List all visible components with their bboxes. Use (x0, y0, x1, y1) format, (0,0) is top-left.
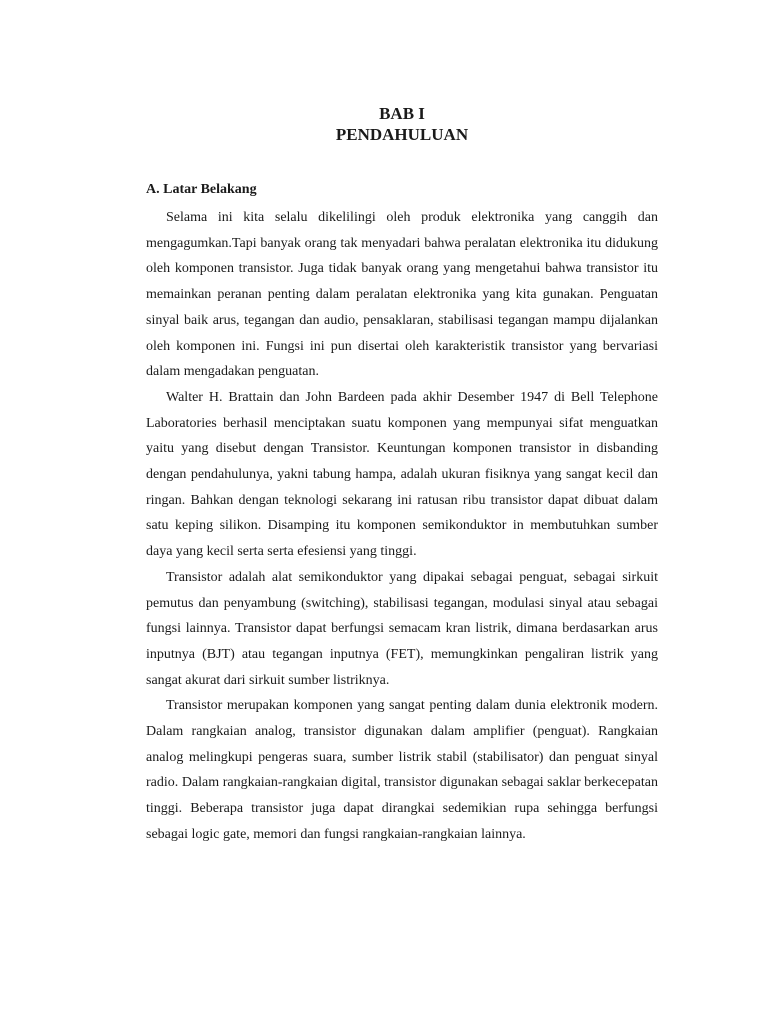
chapter-number: BAB I (379, 104, 425, 123)
paragraph-3: Transistor adalah alat semikonduktor yang dipakai sebagai penguat, sebagai sirkuit pemutus dan penyambung (switching), stabilisasi tegangan, modulasi sinyal atau sebagai fungsi lainnya. Transistor dapat berfungsi semacam kran listrik, dimana berdasarkan arus inputnya (BJT) atau tegangan inputnya (FET), memungkinkan pengaliran listrik yang sangat akurat dari sirkuit sumber listriknya. (146, 569, 658, 688)
paragraph-4: Transistor merupakan komponen yang sangat penting dalam dunia elektronik modern. Dalam rangkaian analog, transistor digunakan dalam amplifier (penguat). Rangkaian analog melingkupi pengeras suara, sumber listrik stabil (stabilisator) dan penguat sinyal radio. Dalam rangkaian-rangkaian digital, transistor digunakan sebagai saklar berkecepatan tinggi. Beberapa transistor juga dapat dirangkai sedemikian rupa sehingga berfungsi sebagai logic gate, memori dan fungsi rangkaian-rangkaian lainnya. (146, 698, 658, 842)
paragraph-1: Selama ini kita selalu dikelilingi oleh produk elektronika yang canggih dan mengagumkan.Tapi banyak orang tak menyadari bahwa peralatan elektronika itu didukung oleh komponen transistor. Juga tidak banyak orang yang mengetahui bahwa transistor itu memainkan peranan penting dalam peralatan elektronika yang kita gunakan. Penguatan sinyal baik arus, tegangan dan audio, pensaklaran, stabilisasi tegangan mampu dijalankan oleh komponen ini. Fungsi ini pun disertai oleh karakteristik transistor yang bervariasi dalam mengadakan penguatan. (146, 210, 658, 380)
chapter-title: PENDAHULUAN (335, 125, 469, 144)
body-text (146, 205, 658, 848)
paragraph-2: Walter H. Brattain dan John Bardeen pada akhir Desember 1947 di Bell Telephone Laboratories berhasil menciptakan suatu komponen yang mempunyai sifat menguatkan yaitu yang disebut dengan Transistor. Keuntungan komponen transistor in disbanding dengan pendahulunya, yakni tabung hampa, adalah ukuran fisiknya yang sangat kecil dan ringan. Bahkan dengan teknologi sekarang ini ratusan ribu transistor dapat dibuat dalam satu keping silikon. Disamping itu komponen semikonduktor in membutuhkan sumber daya yang kecil serta serta efesiensi yang tinggi. (146, 389, 658, 560)
section-heading: A. Latar Belakang (146, 182, 257, 197)
